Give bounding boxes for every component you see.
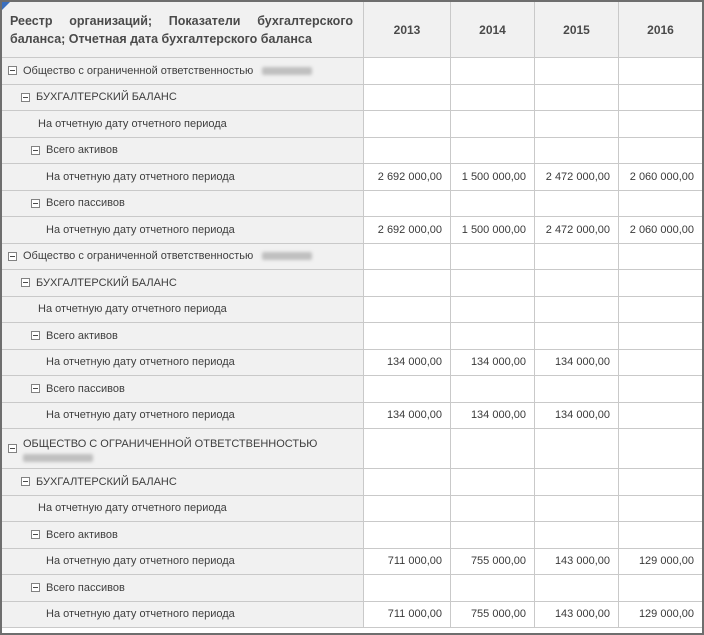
row-label-cell[interactable] xyxy=(2,297,363,323)
row-label-wrap xyxy=(46,555,235,567)
value-cell-2015[interactable]: 2 472 000,00 xyxy=(534,164,618,190)
row-label-cell[interactable] xyxy=(2,58,363,84)
redacted-org-name xyxy=(23,454,93,462)
value-cell-2016[interactable]: 129 000,00 xyxy=(618,602,702,628)
value-cell-2016[interactable]: 2 060 000,00 xyxy=(618,164,702,190)
value-cell-2014 xyxy=(450,376,534,402)
table-row xyxy=(2,58,702,85)
collapse-icon[interactable] xyxy=(8,252,17,261)
row-label-wrap xyxy=(46,171,235,183)
value-cell-2016 xyxy=(618,85,702,111)
value-cell-2013 xyxy=(363,191,450,217)
value-cell-2013[interactable]: 134 000,00 xyxy=(363,350,450,376)
row-label-cell[interactable] xyxy=(2,469,363,495)
table-row xyxy=(2,217,702,244)
row-label-cell[interactable] xyxy=(2,403,363,429)
row-label-wrap xyxy=(46,356,235,368)
value-cell-2013 xyxy=(363,376,450,402)
value-cell-2016 xyxy=(618,350,702,376)
value-cell-2014 xyxy=(450,244,534,270)
row-label-wrap xyxy=(36,476,177,488)
row-label: На отчетную дату отчетного периода xyxy=(38,303,227,316)
table-row xyxy=(2,469,702,496)
value-cell-2013 xyxy=(363,85,450,111)
value-cell-2015 xyxy=(534,429,618,468)
value-cell-2015[interactable]: 143 000,00 xyxy=(534,549,618,575)
row-label-wrap xyxy=(46,582,125,594)
row-label: Всего активов xyxy=(46,144,118,157)
value-cell-2013 xyxy=(363,522,450,548)
value-cell-2015 xyxy=(534,376,618,402)
row-label-cell[interactable] xyxy=(2,496,363,522)
corner-marker-icon xyxy=(2,2,10,10)
row-label: Всего пассивов xyxy=(46,382,125,395)
row-label: На отчетную дату отчетного периода xyxy=(46,608,235,621)
collapse-icon[interactable] xyxy=(31,384,40,393)
value-cell-2016[interactable]: 129 000,00 xyxy=(618,549,702,575)
value-cell-2014 xyxy=(450,429,534,468)
value-cell-2016 xyxy=(618,111,702,137)
value-cell-2013[interactable]: 2 692 000,00 xyxy=(363,164,450,190)
value-cell-2015 xyxy=(534,244,618,270)
value-cell-2013[interactable]: 2 692 000,00 xyxy=(363,217,450,243)
value-cell-2014 xyxy=(450,323,534,349)
row-label-wrap xyxy=(46,144,118,156)
row-label: На отчетную дату отчетного периода xyxy=(46,409,235,422)
row-label-cell[interactable] xyxy=(2,85,363,111)
row-label-cell[interactable] xyxy=(2,191,363,217)
row-label-wrap xyxy=(46,224,235,236)
header-row xyxy=(2,2,702,58)
value-cell-2013 xyxy=(363,323,450,349)
value-cell-2016 xyxy=(618,429,702,468)
value-cell-2013 xyxy=(363,429,450,468)
value-cell-2014 xyxy=(450,496,534,522)
value-cell-2015 xyxy=(534,522,618,548)
value-cell-2013 xyxy=(363,58,450,84)
value-cell-2016 xyxy=(618,191,702,217)
report-title: Реестр организаций; Показатели бухгалтерского баланса; Отчетная дата бухгалтерского баланса xyxy=(2,2,363,57)
value-cell-2013 xyxy=(363,111,450,137)
value-cell-2013 xyxy=(363,575,450,601)
value-cell-2015 xyxy=(534,323,618,349)
value-cell-2014[interactable]: 1 500 000,00 xyxy=(450,164,534,190)
value-cell-2016 xyxy=(618,575,702,601)
row-label-cell[interactable] xyxy=(2,350,363,376)
row-label-wrap xyxy=(46,383,125,395)
value-cell-2013 xyxy=(363,138,450,164)
table-row xyxy=(2,164,702,191)
value-cell-2014 xyxy=(450,297,534,323)
value-cell-2013[interactable]: 711 000,00 xyxy=(363,602,450,628)
row-label-wrap xyxy=(38,118,227,130)
value-cell-2015 xyxy=(534,58,618,84)
row-label: На отчетную дату отчетного периода xyxy=(38,502,227,515)
collapse-icon[interactable] xyxy=(31,146,40,155)
row-label-wrap xyxy=(38,303,227,315)
value-cell-2013 xyxy=(363,469,450,495)
value-cell-2014[interactable]: 134 000,00 xyxy=(450,350,534,376)
row-label: БУХГАЛТЕРСКИЙ БАЛАНС xyxy=(36,276,177,289)
row-label-wrap xyxy=(46,330,118,342)
row-label-cell[interactable] xyxy=(2,244,363,270)
column-header-2014: 2014 xyxy=(450,2,534,57)
value-cell-2014 xyxy=(450,58,534,84)
row-label-wrap xyxy=(23,65,312,77)
column-header-2016: 2016 xyxy=(618,2,702,57)
collapse-icon[interactable] xyxy=(21,477,30,486)
collapse-icon[interactable] xyxy=(31,583,40,592)
value-cell-2015 xyxy=(534,297,618,323)
value-cell-2014[interactable]: 1 500 000,00 xyxy=(450,217,534,243)
row-label: Всего активов xyxy=(46,329,118,342)
row-label-cell[interactable] xyxy=(2,549,363,575)
table-row xyxy=(2,602,702,629)
value-cell-2016 xyxy=(618,138,702,164)
value-cell-2015 xyxy=(534,270,618,296)
row-label: Всего пассивов xyxy=(46,197,125,210)
value-cell-2016 xyxy=(618,376,702,402)
value-cell-2014 xyxy=(450,191,534,217)
table-row xyxy=(2,297,702,324)
table-row xyxy=(2,575,702,602)
table-row xyxy=(2,496,702,523)
column-header-2015: 2015 xyxy=(534,2,618,57)
value-cell-2014 xyxy=(450,270,534,296)
value-cell-2015[interactable]: 143 000,00 xyxy=(534,602,618,628)
row-label-cell[interactable] xyxy=(2,429,363,468)
row-label-wrap xyxy=(46,197,125,209)
table-row xyxy=(2,138,702,165)
row-label-wrap xyxy=(36,91,177,103)
value-cell-2014 xyxy=(450,522,534,548)
value-cell-2014 xyxy=(450,575,534,601)
value-cell-2015 xyxy=(534,469,618,495)
row-label-cell[interactable] xyxy=(2,575,363,601)
value-cell-2016 xyxy=(618,244,702,270)
row-label: Всего активов xyxy=(46,528,118,541)
table-row xyxy=(2,270,702,297)
row-label-wrap xyxy=(23,250,312,262)
value-cell-2013 xyxy=(363,297,450,323)
table-row xyxy=(2,549,702,576)
value-cell-2016 xyxy=(618,297,702,323)
value-cell-2014 xyxy=(450,111,534,137)
value-cell-2015 xyxy=(534,138,618,164)
table-body xyxy=(2,58,702,628)
row-label-cell[interactable] xyxy=(2,522,363,548)
value-cell-2015 xyxy=(534,191,618,217)
value-cell-2014 xyxy=(450,138,534,164)
column-header-2013: 2013 xyxy=(363,2,450,57)
row-label: На отчетную дату отчетного периода xyxy=(38,117,227,130)
row-label-cell[interactable] xyxy=(2,323,363,349)
value-cell-2016 xyxy=(618,403,702,429)
value-cell-2014[interactable]: 134 000,00 xyxy=(450,403,534,429)
value-cell-2014 xyxy=(450,85,534,111)
value-cell-2016 xyxy=(618,58,702,84)
collapse-icon[interactable] xyxy=(21,278,30,287)
table-row xyxy=(2,244,702,271)
value-cell-2013 xyxy=(363,244,450,270)
value-cell-2014 xyxy=(450,469,534,495)
row-label-cell[interactable] xyxy=(2,164,363,190)
value-cell-2016 xyxy=(618,496,702,522)
row-label-cell[interactable] xyxy=(2,376,363,402)
value-cell-2016 xyxy=(618,270,702,296)
row-label: ОБЩЕСТВО С ОГРАНИЧЕННОЙ ОТВЕТСТВЕННОСТЬЮ xyxy=(23,437,318,450)
row-label: На отчетную дату отчетного периода xyxy=(46,555,235,568)
collapse-icon[interactable] xyxy=(21,93,30,102)
row-label-wrap xyxy=(23,436,317,462)
redacted-org-name xyxy=(262,252,312,260)
table-row xyxy=(2,522,702,549)
table-row xyxy=(2,429,702,469)
collapse-icon[interactable] xyxy=(8,66,17,75)
row-label: На отчетную дату отчетного периода xyxy=(46,223,235,236)
row-label: БУХГАЛТЕРСКИЙ БАЛАНС xyxy=(36,475,177,488)
row-label-cell[interactable] xyxy=(2,602,363,628)
row-label: Общество с ограниченной ответственностью xyxy=(23,64,254,77)
value-cell-2016[interactable]: 2 060 000,00 xyxy=(618,217,702,243)
value-cell-2015[interactable]: 2 472 000,00 xyxy=(534,217,618,243)
value-cell-2013 xyxy=(363,496,450,522)
value-cell-2014[interactable]: 755 000,00 xyxy=(450,549,534,575)
collapse-icon[interactable] xyxy=(31,331,40,340)
row-label-cell[interactable] xyxy=(2,217,363,243)
value-cell-2016 xyxy=(618,522,702,548)
redacted-org-name xyxy=(262,67,312,75)
table-row xyxy=(2,376,702,403)
row-label: Всего пассивов xyxy=(46,581,125,594)
value-cell-2016 xyxy=(618,469,702,495)
table-row xyxy=(2,350,702,377)
row-label: На отчетную дату отчетного периода xyxy=(46,356,235,369)
value-cell-2015 xyxy=(534,85,618,111)
value-cell-2016 xyxy=(618,323,702,349)
value-cell-2013[interactable]: 711 000,00 xyxy=(363,549,450,575)
value-cell-2015 xyxy=(534,575,618,601)
value-cell-2013[interactable]: 134 000,00 xyxy=(363,403,450,429)
row-label-wrap xyxy=(46,529,118,541)
collapse-icon[interactable] xyxy=(31,530,40,539)
table-row xyxy=(2,323,702,350)
row-label-cell[interactable] xyxy=(2,138,363,164)
collapse-icon[interactable] xyxy=(31,199,40,208)
row-label: БУХГАЛТЕРСКИЙ БАЛАНС xyxy=(36,91,177,104)
row-label-wrap xyxy=(36,277,177,289)
value-cell-2015 xyxy=(534,111,618,137)
value-cell-2015[interactable]: 134 000,00 xyxy=(534,350,618,376)
row-label-cell[interactable] xyxy=(2,111,363,137)
collapse-icon[interactable] xyxy=(8,444,17,453)
table-row xyxy=(2,191,702,218)
table-row xyxy=(2,85,702,112)
value-cell-2014[interactable]: 755 000,00 xyxy=(450,602,534,628)
row-label: На отчетную дату отчетного периода xyxy=(46,170,235,183)
row-label-wrap xyxy=(46,608,235,620)
table-row xyxy=(2,403,702,430)
row-label-wrap xyxy=(38,502,227,514)
row-label-cell[interactable] xyxy=(2,270,363,296)
table-row xyxy=(2,111,702,138)
value-cell-2015[interactable]: 134 000,00 xyxy=(534,403,618,429)
row-label: Общество с ограниченной ответственностью xyxy=(23,250,254,263)
value-cell-2013 xyxy=(363,270,450,296)
value-cell-2015 xyxy=(534,496,618,522)
row-label-wrap xyxy=(46,409,235,421)
